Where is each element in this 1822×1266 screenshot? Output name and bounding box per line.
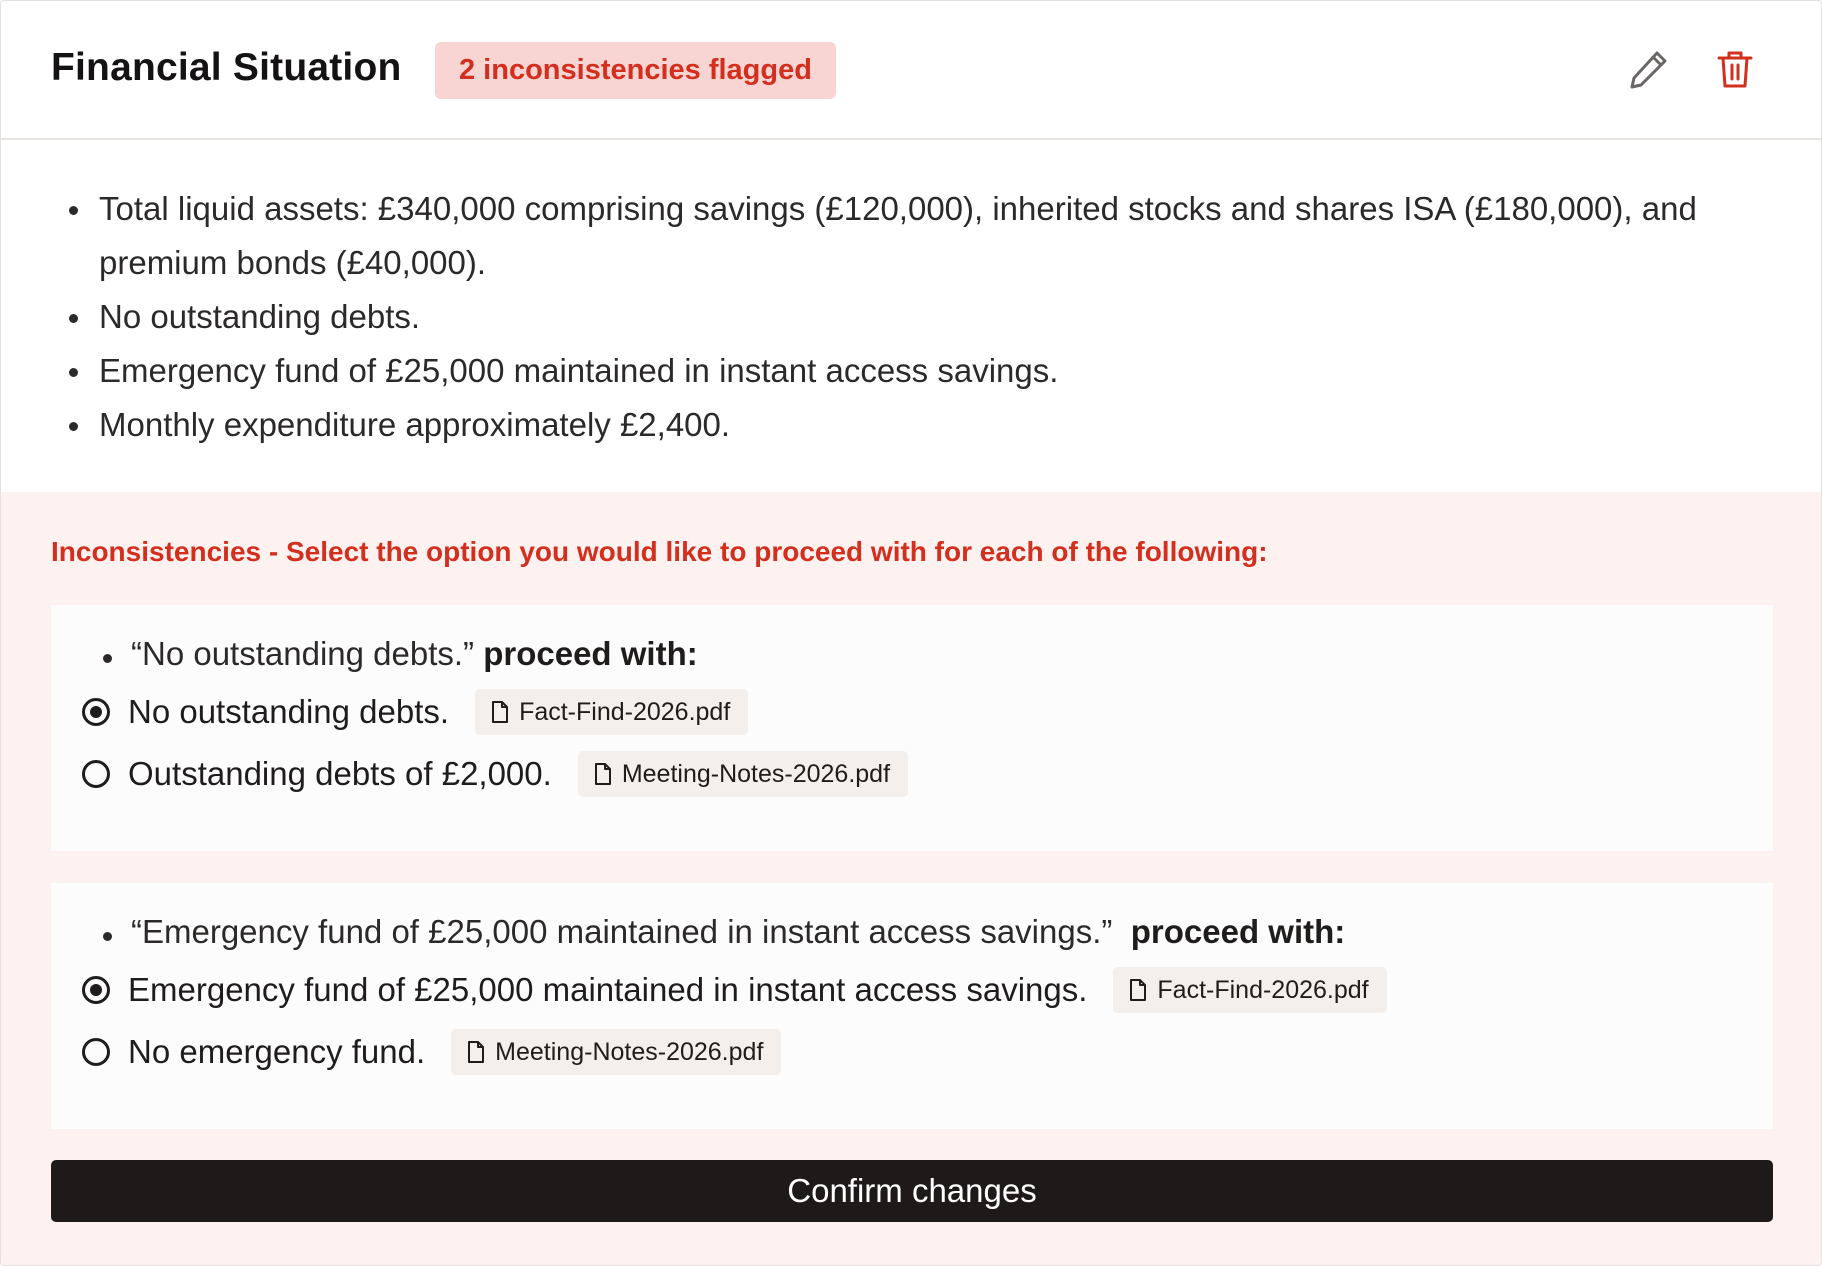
file-name: Fact-Find-2026.pdf — [519, 697, 731, 726]
source-file-chip[interactable] — [451, 1029, 781, 1075]
quoted-statement: “Emergency fund of £25,000 maintained in instant access savings.” — [131, 913, 1113, 950]
summary-list — [69, 182, 1769, 452]
trash-icon — [1713, 47, 1757, 91]
proceed-label: proceed with: — [1130, 913, 1346, 950]
inconsistency-group — [51, 605, 1773, 851]
file-name: Fact-Find-2026.pdf — [1157, 975, 1369, 1004]
source-file-chip[interactable] — [1113, 967, 1386, 1013]
summary-item: Emergency fund of £25,000 maintained in instant access savings. — [69, 344, 1769, 398]
source-file-chip[interactable] — [578, 751, 908, 797]
option-outstanding-debts-2000[interactable] — [82, 749, 908, 799]
option-no-emergency-fund[interactable] — [82, 1027, 781, 1077]
option-emergency-fund-25000[interactable] — [82, 965, 1387, 1015]
inconsistencies-section — [1, 492, 1821, 1266]
inconsistency-question — [131, 913, 1345, 951]
document-icon — [491, 701, 509, 723]
summary-item: Total liquid assets: £340,000 comprising savings (£120,000), inherited stocks and shares ISA (£180,000), and premium bonds (£40,000). — [69, 182, 1769, 290]
inconsistency-badge: 2 inconsistencies flagged — [435, 42, 836, 99]
inconsistency-group — [51, 883, 1773, 1129]
radio-button-selected[interactable] — [82, 698, 110, 726]
delete-button[interactable] — [1713, 47, 1757, 91]
option-label: Outstanding debts of £2,000. — [128, 755, 552, 792]
inconsistencies-heading: Inconsistencies - Select the option you would like to proceed with for each of the following: — [51, 536, 1268, 567]
summary-item: No outstanding debts. — [69, 290, 1769, 344]
inconsistency-question — [131, 635, 698, 673]
summary-item: Monthly expenditure approximately £2,400. — [69, 398, 1769, 452]
document-icon — [467, 1041, 485, 1063]
option-no-outstanding-debts[interactable] — [82, 687, 748, 737]
source-file-chip[interactable] — [475, 689, 748, 735]
pencil-icon — [1627, 47, 1671, 91]
radio-button[interactable] — [82, 760, 110, 788]
page-title: Financial Situation — [51, 46, 402, 89]
card-header — [1, 1, 1821, 140]
radio-button[interactable] — [82, 1038, 110, 1066]
option-label: No emergency fund. — [128, 1033, 426, 1070]
summary-section — [1, 140, 1821, 492]
option-label: No outstanding debts. — [128, 693, 450, 730]
confirm-changes-button[interactable]: Confirm changes — [51, 1160, 1773, 1222]
option-label: Emergency fund of £25,000 maintained in instant access savings. — [128, 971, 1088, 1008]
radio-button-selected[interactable] — [82, 976, 110, 1004]
edit-button[interactable] — [1627, 47, 1671, 91]
quoted-statement: “No outstanding debts.” — [131, 635, 475, 672]
document-icon — [1129, 979, 1147, 1001]
proceed-label: proceed with: — [483, 635, 698, 672]
document-icon — [594, 763, 612, 785]
file-name: Meeting-Notes-2026.pdf — [495, 1037, 764, 1066]
file-name: Meeting-Notes-2026.pdf — [621, 759, 891, 788]
